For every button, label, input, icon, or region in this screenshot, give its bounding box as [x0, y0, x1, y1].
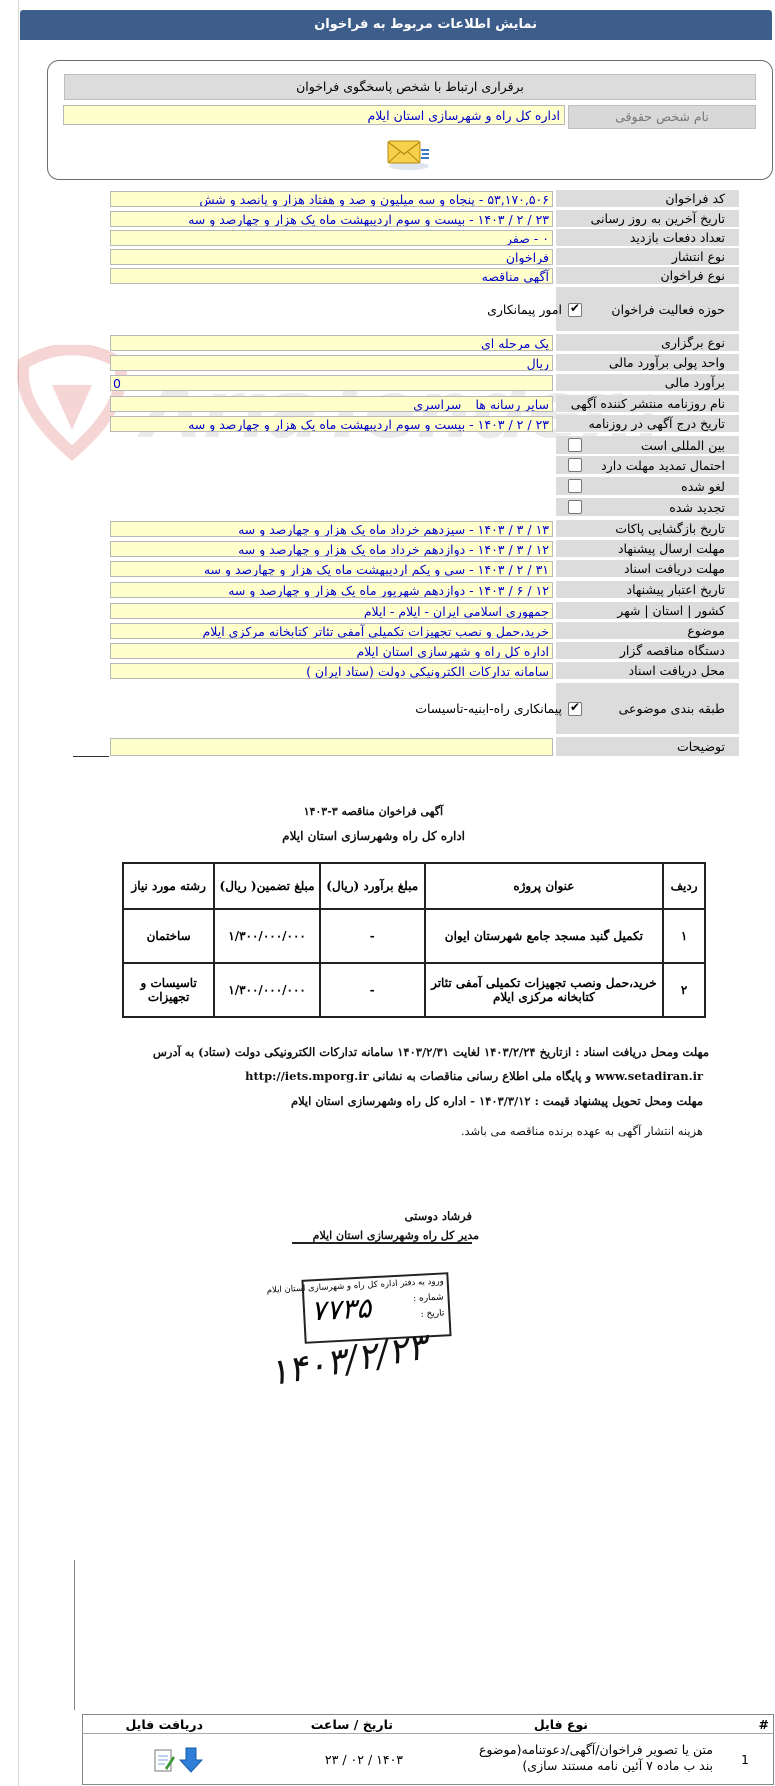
file-num: 1 [741, 1752, 749, 1767]
field-newspaper: سایر رسانه ها _ سراسری [110, 396, 553, 412]
stamp-number-label: شماره : [412, 1292, 444, 1305]
field-description [110, 738, 553, 756]
contact-value: اداره کل راه و شهرسازی استان ایلام [63, 105, 565, 125]
notice-line-2: www.setadiran.ir و پایگاه ملی اطلاع رسانی مناقصات به نشانی http://iets.mporg.ir [245, 1069, 703, 1083]
window-titlebar [20, 10, 772, 40]
doc-edge [74, 1560, 75, 1710]
field-newspaper-date: ۲۳ / ۲ / ۱۴۰۳ - بیست و سوم اردیبهشت ماه یک هزار و چهارصد و سه [110, 416, 553, 432]
page-left-rule [18, 0, 19, 1786]
notice-line-4: هزینه انتشار آگهی به عهده برنده مناقصه می باشد. [460, 1124, 703, 1138]
label-extension: احتمال تمدید مهلت دارد [556, 456, 739, 475]
files-col-type: نوع فایل [533, 1717, 588, 1732]
envelope-icon[interactable] [385, 137, 431, 171]
table-cell: ۱/۳۰۰/۰۰۰/۰۰۰ [214, 909, 320, 963]
files-table [82, 1714, 774, 1785]
stamp-date-label: تاریخ : [420, 1308, 445, 1320]
checkbox-cancelled[interactable] [568, 479, 582, 493]
notice-line-1: مهلت ومحل دریافت اسناد : ازتاریخ ۱۴۰۳/۲/۲۴ لغایت ۱۴۰۳/۲/۳۱ سامانه تدارکات الکترونیکی دولت (ستاد) به آدرس [152, 1045, 709, 1059]
stamp-number: ۷۷۳۵ [310, 1291, 373, 1328]
label-docs-deadline: مهلت دریافت اسناد [556, 560, 739, 578]
field-holding-type: یک مرحله ای [110, 335, 553, 351]
table-cell: ۱/۳۰۰/۰۰۰/۰۰۰ [214, 963, 320, 1017]
label-publish-type: نوع انتشار [556, 248, 739, 266]
file-date: ۱۴۰۳ / ۰۲ / ۲۳ [324, 1752, 403, 1767]
files-col-date: تاریخ / ساعت [310, 1717, 393, 1732]
field-docs-place: سامانه تدارکات الکترونیکی دولت (ستاد ایران ) [110, 663, 553, 679]
signer-title: مدیر کل راه وشهرسازی استان ایلام [312, 1229, 479, 1242]
table-row [123, 963, 705, 1017]
notice-title: آگهی فراخوان مناقصه ۳-۱۴۰۳ [303, 805, 443, 818]
handwritten-date: ۱۴۰۳/۲/۲۳ [265, 1326, 430, 1395]
label-views: تعداد دفعات بازدید [556, 229, 739, 247]
notice-org: اداره کل راه وشهرسازی استان ایلام [282, 829, 465, 843]
notice-col-guarantee: مبلغ تضمین( ریال) [214, 863, 320, 909]
label-description: توضیحات [556, 737, 739, 757]
stamp-header: ورود به دفتر اداره کل راه و شهرسازی استان ایلام [266, 1276, 444, 1296]
files-col-download: دریافت فایل [125, 1717, 203, 1732]
checkbox-label-category: پیمانکاری راه-ابنیه-تاسیسات [415, 701, 562, 716]
field-currency: ریال [110, 355, 553, 371]
label-currency: واحد پولی برآورد مالی [556, 354, 739, 372]
label-renewed: تجدید شده [556, 498, 739, 517]
field-views: ۰ - صفر [110, 230, 553, 246]
contact-header: برقراری ارتباط با شخص پاسخگوی فراخوان [64, 74, 756, 100]
field-estimate: 0 [110, 375, 553, 391]
label-location: کشور | استان | شهر [556, 602, 739, 620]
field-location: جمهوری اسلامی ایران - ایلام - ایلام [110, 603, 553, 619]
label-cancelled: لغو شده [556, 477, 739, 496]
label-organizer: دستگاه مناقصه گزار [556, 642, 739, 660]
field-updated: ۲۳ / ۲ / ۱۴۰۳ - بیست و سوم اردیبهشت ماه یک هزار و چهارصد و سه [110, 211, 553, 227]
notice-projects-table [122, 862, 706, 1018]
label-opening-date: تاریخ بازگشایی پاکات [556, 520, 739, 538]
contact-label: نام شخص حقوقی [568, 105, 756, 129]
table-cell: ۲ [663, 963, 705, 1017]
field-subject: خرید،حمل و نصب تجهیزات تکمیلی آمفی تئاتر کتابخانه مرکزی ایلام [110, 623, 553, 639]
notice-col-estimate: مبلغ برآورد (ریال) [320, 863, 425, 909]
download-arrow-icon[interactable] [179, 1746, 203, 1774]
table-cell: تکمیل گنبد مسجد جامع شهرستان ایوان [425, 909, 664, 963]
label-submission-deadline: مهلت ارسال پیشنهاد [556, 540, 739, 558]
checkbox-international[interactable] [568, 438, 582, 452]
file-type: متن یا تصویر فراخوان/آگهی/دعوتنامه(موضوع بند ب ماده ۷ آئین نامه مستند سازی) [478, 1742, 713, 1773]
checkbox-label-activity-area: امور پیمانکاری [487, 302, 562, 317]
view-file-icon[interactable] [153, 1748, 175, 1774]
divider [73, 756, 109, 757]
label-activity-area: حوزه فعالیت فراخوان [556, 287, 739, 332]
field-validity-date: ۱۲ / ۶ / ۱۴۰۳ - دوازدهم شهریور ماه یک هزار و چهارصد و سه [110, 582, 553, 598]
table-cell: - [320, 963, 425, 1017]
table-cell: ساختمان [123, 909, 214, 963]
receipt-stamp [266, 1272, 451, 1344]
label-call-type: نوع فراخوان [556, 267, 739, 285]
label-category: طبقه بندی موضوعی [556, 683, 739, 735]
field-call-type: آگهی مناقصه [110, 268, 553, 284]
signer-name: فرشاد دوستی [404, 1209, 472, 1223]
label-international: بین المللی است [556, 436, 739, 455]
field-organizer: اداره کل راه و شهرسازی استان ایلام [110, 643, 553, 659]
table-cell: تاسیسات و تجهیزات [123, 963, 214, 1017]
field-docs-deadline: ۳۱ / ۲ / ۱۴۰۳ - سی و یکم اردیبهشت ماه یک هزار و چهارصد و سه [110, 561, 553, 577]
file-row [83, 1734, 773, 1784]
label-newspaper: نام روزنامه منتشر کننده آگهی [556, 395, 739, 413]
label-subject: موضوع [556, 622, 739, 640]
notice-col-row: ردیف [663, 863, 705, 909]
label-docs-place: محل دریافت اسناد [556, 662, 739, 680]
notice-col-title: عنوان پروژه [425, 863, 664, 909]
label-updated: تاریخ آخرین به روز رسانی [556, 210, 739, 228]
notice-line-3: مهلت ومحل تحویل پیشنهاد قیمت : ۱۴۰۳/۳/۱۲ - اداره کل راه وشهرسازی استان ایلام [290, 1094, 703, 1108]
label-validity-date: تاریخ اعتبار پیشنهاد [556, 581, 739, 599]
table-cell: خرید،حمل ونصب تجهیزات تکمیلی آمفی تئاتر کتابخانه مرکزی ایلام [425, 963, 664, 1017]
files-table-header [83, 1715, 773, 1734]
field-submission-deadline: ۱۲ / ۳ / ۱۴۰۳ - دوازدهم خرداد ماه یک هزار و چهارصد و سه [110, 541, 553, 557]
field-publish-type: فراخوان [110, 249, 553, 265]
signature-line [292, 1242, 472, 1244]
field-opening-date: ۱۳ / ۳ / ۱۴۰۳ - سیزدهم خرداد ماه یک هزار و چهارصد و سه [110, 521, 553, 537]
field-code: ۵۳,۱۷۰,۵۰۶ - پنجاه و سه میلیون و صد و هفتاد هزار و پانصد و شش [110, 191, 553, 207]
label-code: کد فراخوان [556, 190, 739, 208]
checkbox-activity-area[interactable] [568, 303, 582, 317]
label-holding-type: نوع برگزاری [556, 334, 739, 352]
label-newspaper-date: تاریخ درج آگهی در روزنامه [556, 415, 739, 433]
label-estimate: برآورد مالی [556, 374, 739, 392]
checkbox-renewed[interactable] [568, 500, 582, 514]
files-col-num: # [758, 1717, 769, 1732]
checkbox-category[interactable] [568, 702, 582, 716]
table-cell: ۱ [663, 909, 705, 963]
checkbox-extension[interactable] [568, 458, 582, 472]
table-cell: - [320, 909, 425, 963]
table-row [123, 909, 705, 963]
notice-col-field: رشته مورد نیاز [123, 863, 214, 909]
window-title: نمایش اطلاعات مربوط به فراخوان [314, 17, 537, 32]
